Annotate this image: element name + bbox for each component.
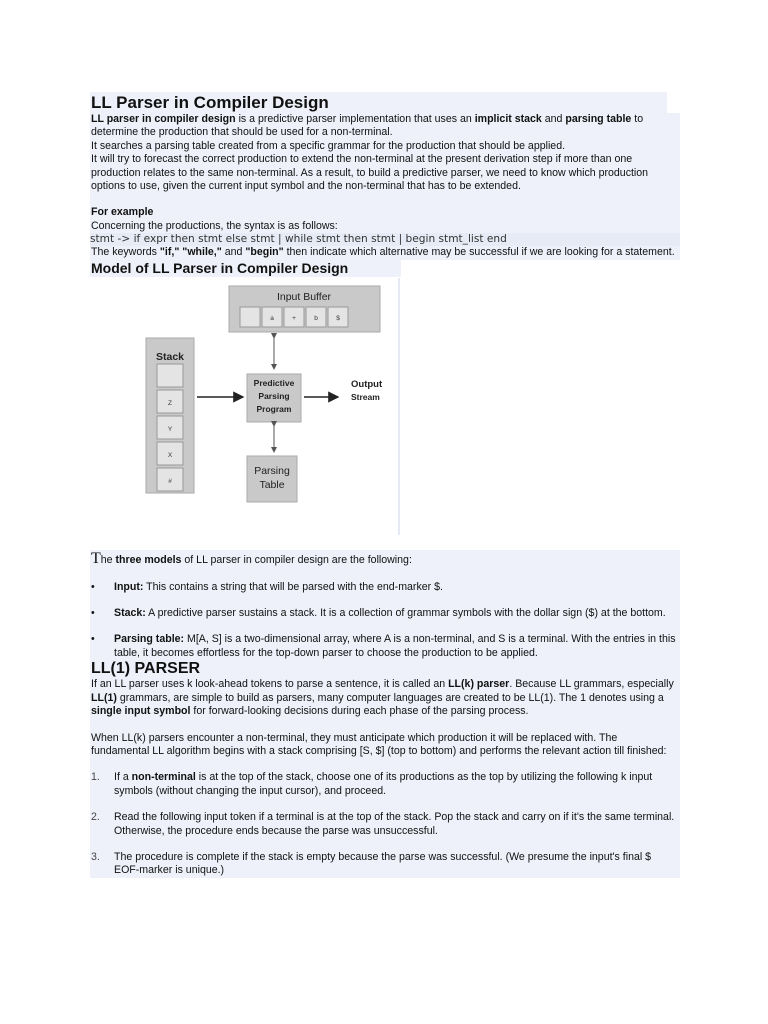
buffer-cell-label: b: [314, 314, 318, 322]
buffer-cell: [240, 307, 260, 327]
document-page: [90, 92, 680, 878]
item-text: M[A, S] is a two-dimensional array, where A is a non-terminal, and S is a terminal. With the entries in this table, it becomes effortless for the top-down parser to choose the production to be applied.: [114, 633, 676, 659]
output-label-2: Stream: [351, 391, 380, 402]
item-text: This contains a string that will be parsed with the end-marker $.: [143, 580, 443, 593]
output-label-1: Output: [351, 378, 383, 390]
intro-paragraph-2: It searches a parsing table created from a specific grammar for the production that should be applied.: [91, 139, 566, 152]
diagram-svg: [90, 278, 400, 535]
item-label: Input:: [114, 580, 144, 593]
buffer-cell-label: $: [336, 314, 340, 322]
model-list-item: [91, 633, 678, 660]
predictive-line-1: Predictive: [253, 377, 295, 388]
bullet: •: [91, 580, 95, 593]
grammar-code: stmt -> if expr then stmt else stmt | while stmt then stmt | begin stmt_list end: [90, 233, 680, 246]
algorithm-step: 1. If a non-terminal is at the top of the stack, choose one of its productions as the top by utilizing the following k input symbols (without changing the input cursor), and proceed.: [91, 771, 653, 797]
example-line: Concerning the productions, the syntax is as follows:: [91, 219, 338, 232]
model-list-item: [91, 607, 678, 620]
three-models-section: [90, 550, 680, 661]
ll1-paragraph-1: If an LL parser uses k look-ahead tokens to parse a sentence, it is called an LL(k) parser. Because LL grammars, especially LL(1) grammars, are simple to build as parsers, many computer languages are created to be LL(1). The 1 denotes using a single input symbol for forward-looking decisions during each phase of the parsing process.: [91, 678, 674, 718]
algorithm-step: 3. The procedure is complete if the stack is empty because the parse was successful. (We presume the input's final $ EOF-marker is unique.): [91, 850, 652, 877]
three-models-intro: The three models of LL parser in compiler design are the following:: [91, 549, 412, 567]
step-number: 2.: [91, 811, 100, 824]
item-label: Stack:: [114, 607, 146, 620]
buffer-cell-label: +: [292, 314, 296, 322]
models-list: [91, 581, 678, 661]
intro-paragraph-3: It will try to forecast the correct production to extend the non-terminal at the present derivation step if more than one production relates to the same non-terminal. As a result, to build a predictive parser, we need to know which production options to use, given the current input symbol and the non-terminal that has to be extended.: [91, 153, 649, 193]
algorithm-steps: [91, 771, 678, 877]
parsing-table-line-2: Table: [259, 478, 285, 491]
ll1-paragraph-2: When LL(k) parsers encounter a non-terminal, they must anticipate which production it will be replaced with. The fundamental LL algorithm begins with a stack comprising [S, $] (top to bottom) and performs the relevant action till finished:: [91, 731, 667, 757]
stack-cell-label: Z: [168, 399, 172, 407]
bullet: •: [91, 633, 95, 646]
ll1-heading: LL(1) PARSER: [90, 660, 680, 678]
ll1-section: [90, 678, 680, 877]
model-heading: Model of LL Parser in Compiler Design: [90, 260, 401, 277]
item-text: A predictive parser sustains a stack. It is a collection of grammar symbols with the dollar sign ($) at the bottom.: [145, 607, 666, 620]
keywords-paragraph: The keywords "if," "while," and "begin" then indicate which alternative may be successful if we are looking for a statement.: [91, 246, 675, 259]
intro-paragraph-1: LL parser in compiler design is a predictive parser implementation that uses an implicit stack and parsing table to determine the production that should be used for a non-terminal.: [91, 113, 644, 139]
buffer-cell-label: a: [270, 314, 274, 322]
item-label: Parsing table:: [114, 633, 185, 646]
intro-section: [90, 113, 680, 233]
step-number: 1.: [91, 771, 100, 784]
parsing-table-box: [247, 456, 297, 502]
input-buffer-box: [229, 286, 380, 332]
stack-box: [146, 338, 194, 493]
input-buffer-label: Input Buffer: [276, 290, 332, 303]
ll-parser-model-diagram: [90, 278, 400, 535]
algorithm-step: 2. Read the following input token if a terminal is at the top of the stack. Pop the stack and carry on if it's the same terminal. Otherwise, the procedure ends because the parse was unsuccessful.: [91, 811, 675, 837]
model-list-item: [91, 581, 678, 594]
stack-cell-label: X: [167, 451, 173, 459]
predictive-line-2: Parsing: [258, 390, 290, 401]
step-number: 3.: [91, 850, 100, 863]
keywords-section: [90, 246, 680, 259]
stack-cell-label: Y: [167, 425, 173, 433]
bullet: •: [91, 607, 95, 620]
parsing-table-line-1: Parsing: [254, 464, 290, 477]
stack-cell-label: #: [168, 477, 172, 485]
stack-cell: [157, 364, 183, 387]
page-title: LL Parser in Compiler Design: [90, 92, 667, 113]
stack-label: Stack: [155, 350, 185, 363]
predictive-line-3: Program: [256, 403, 292, 414]
predictive-program-box: [247, 374, 301, 422]
example-heading: For example: [91, 206, 154, 219]
